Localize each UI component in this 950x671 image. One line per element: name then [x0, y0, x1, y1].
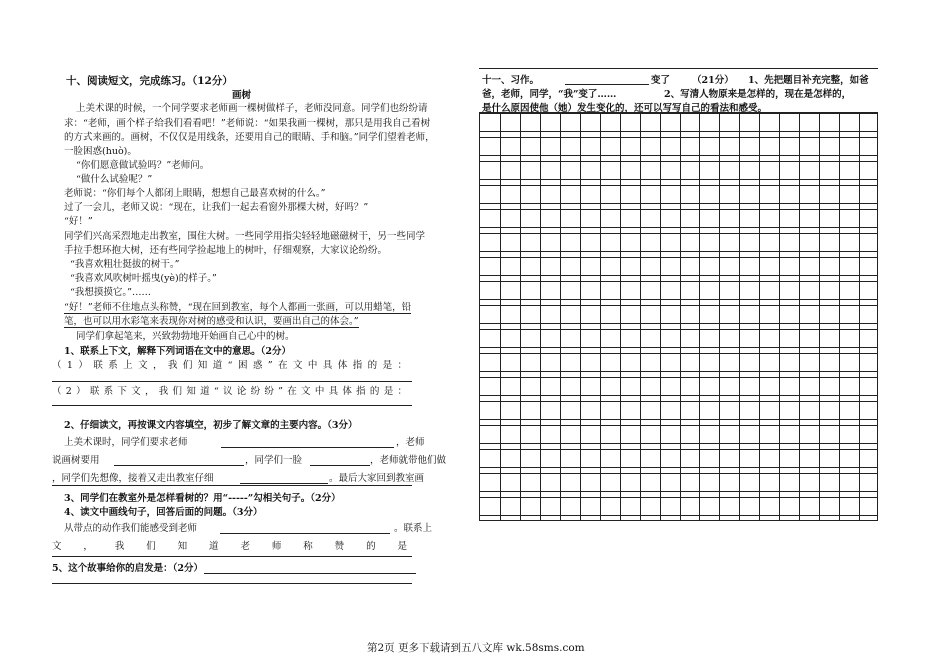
question-4-line1a: 从带点的动作我们能感受到老师: [64, 523, 198, 534]
question-4-line2: 文，我们知道老师称赞的是: [52, 541, 407, 552]
question-4: 4、读文中画线句子，回答后面的问题。（3分）: [64, 507, 263, 518]
divider: [479, 68, 878, 69]
grid-column-line: [680, 113, 681, 520]
grid-column-line: [640, 113, 641, 520]
grid-column-line: [739, 113, 740, 520]
answer-line[interactable]: [52, 405, 412, 406]
question-2-line1b: ，老师: [396, 437, 425, 448]
writing-req-2: 2、写清人物原来是怎样的，现在是怎样的，: [664, 89, 852, 100]
passage-title: 画树: [232, 90, 252, 101]
question-2-line2b: ，同学们一脸: [245, 455, 303, 466]
passage-line: “我喜欢风吹树叶摇曳(yè)的样子。”: [70, 273, 217, 284]
passage-line: 的方式来画的。画树，不仅仅是用线条，还要用自己的眼睛、手和脑。”同学们望着老师，: [64, 132, 435, 143]
grid-column-line: [839, 113, 840, 520]
passage-line: 上美术课的时候，一个同学要求老师画一棵树做样子，老师没同意。同学们也纷纷请: [76, 103, 428, 114]
grid-column-line: [580, 113, 581, 520]
writing-req-line2: 爸，老师，同学，“我”变了……: [482, 89, 617, 100]
question-3: 3、同学们在教室外是怎样看树的？用“-----”勾相关句子。（2分）: [64, 493, 341, 504]
question-2-line3a: ，同学们先想像，接着又走出教室仔细: [52, 473, 214, 484]
answer-line[interactable]: [52, 556, 412, 557]
blank-field[interactable]: [204, 573, 416, 574]
passage-line: “做什么试验呢？”: [76, 174, 153, 185]
writing-score: （21分）: [692, 75, 734, 86]
question-2-line2a: 说画树要用: [52, 455, 100, 466]
grid-column-line: [759, 113, 760, 520]
grid-column-line: [719, 113, 720, 520]
grid-column-line: [660, 113, 661, 520]
grid-column-line: [819, 113, 820, 520]
writing-req-1: 1、先把题目补充完整，如爸: [748, 75, 869, 86]
question-2-line2c: ，老师就带他们做: [370, 455, 447, 466]
blank-field[interactable]: [221, 447, 394, 448]
passage-line: 一脸困惑(huò)。: [64, 146, 137, 157]
passage-line: 求：“老师，画个样子给我们看看吧！”老师说：“如果我画一棵树，那只是用我自己看树: [64, 118, 431, 129]
question-1: 1、联系上下文，解释下列词语在文中的意思。（2分）: [64, 346, 291, 357]
passage-line: 手拉手想环抱大树，还有些同学捡起地上的树叶，仔细观察，大家议论纷纷。: [64, 245, 388, 256]
reading-section-title: 十、阅读短文，完成练习。（12分）: [66, 75, 233, 87]
page-footer: 第2页 更多下载请到五八文库 wk.58sms.com: [367, 642, 585, 654]
question-2-line1a: 上美术课时，同学们要求老师: [64, 437, 188, 448]
blank-field[interactable]: [240, 483, 328, 484]
blank-field[interactable]: [220, 533, 390, 534]
writing-grid[interactable]: [479, 112, 878, 521]
grid-column-line: [560, 113, 561, 520]
grid-column-line: [779, 113, 780, 520]
grid-column-line: [520, 113, 521, 520]
writing-title-suffix: 变了: [651, 75, 671, 86]
question-1b: （2）联系下文，我们知道“议论纷纷”在文中具体指的是：: [52, 386, 407, 397]
answer-line[interactable]: [52, 583, 412, 584]
question-4-line1b: 。联系上: [394, 523, 433, 534]
question-2: 2、仔细读文，再按课文内容填空，初步了解文章的主要内容。（3分）: [64, 420, 358, 431]
writing-req-line3: 是什么原因使他（她）发生变化的，还可以写写自己的看法和感受。: [482, 103, 768, 114]
passage-line: 过了一会儿，老师又说：“现在，让我们一起去看窗外那棵大树，好吗？”: [64, 202, 369, 213]
grid-column-line: [540, 113, 541, 520]
question-2-line3b: 。最后大家回到教室画: [329, 473, 425, 484]
grid-column-line: [799, 113, 800, 520]
title-blank[interactable]: [565, 84, 649, 85]
answer-line[interactable]: [52, 381, 412, 382]
question-5: 5、这个故事给你的启发是：（2分）: [52, 563, 203, 574]
passage-line: 同学们兴高采烈地走出教室，围住大树。一些同学用指尖轻轻地磁磁树干，另一些同学: [64, 231, 426, 242]
grid-column-line: [859, 113, 860, 520]
passage-line: “好！”: [64, 216, 93, 227]
underlined-passage-line: “好！”老师不住地点头称赞，“现在回到教室，每个人都画一张画，可以用蜡笔，铅: [64, 299, 411, 314]
blank-field[interactable]: [114, 465, 244, 466]
grid-column-line: [699, 113, 700, 520]
blank-field[interactable]: [310, 465, 370, 466]
question-1a: （1）联系上文，我们知道“困惑”在文中具体指的是：: [52, 360, 407, 371]
grid-column-line: [600, 113, 601, 520]
grid-column-line: [500, 113, 501, 520]
passage-line: “我想摸摸它。”……: [70, 287, 151, 298]
underlined-passage-line: 笔，也可以用水彩笔来表现你对树的感受和认识，要画出自己的体会。”: [64, 313, 359, 328]
answer-line[interactable]: [52, 485, 412, 486]
passage-line: 老师说：“你们每个人都闭上眼睛，想想自己最喜欢树的什么。”: [64, 188, 326, 199]
passage-line: “我喜欢粗壮挺拔的树干。”: [70, 259, 180, 270]
grid-column-line: [620, 113, 621, 520]
passage-line: 同学们拿起笔来，兴致勃勃地开始画自己心中的树。: [76, 331, 295, 342]
writing-section-title: 十一、习作。: [482, 75, 540, 86]
passage-line: “你们愿意做试验吗？”老师问。: [76, 160, 210, 171]
